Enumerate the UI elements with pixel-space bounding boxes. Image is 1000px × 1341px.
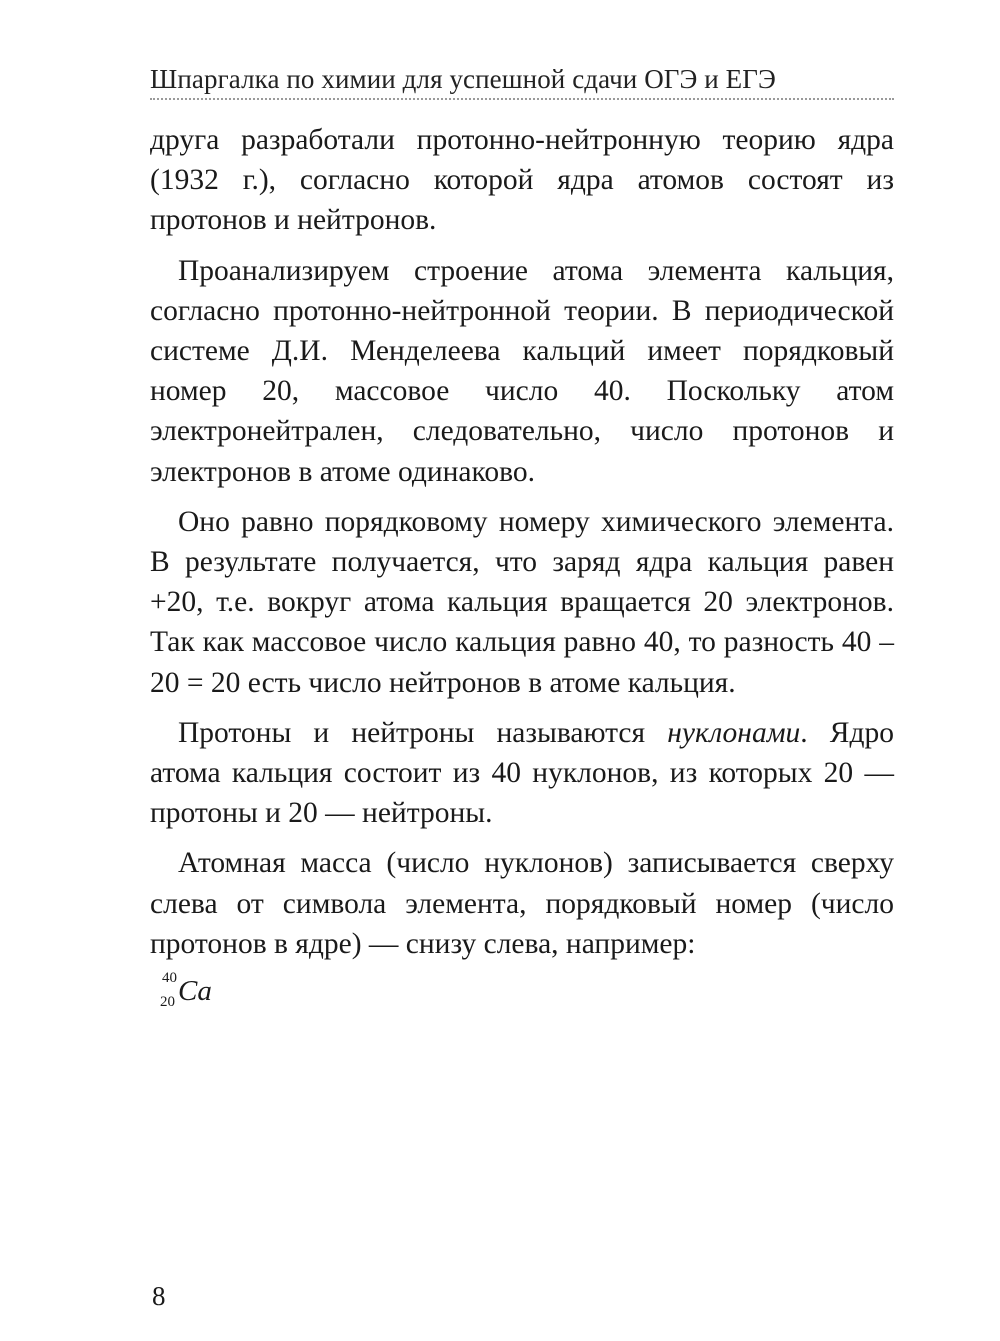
header-rule — [150, 98, 894, 100]
term-nucleons: нуклонами — [667, 716, 801, 749]
page-number: 8 — [152, 1281, 166, 1311]
paragraph-3: Оно равно порядковому номеру химического элемента. В результате получается, что заряд ядра кальция равен +20, т.е. вокруг атома кальция вращается 20 электронов. Так как массовое число кальция равно 40, то разность 40 – 20 = 20 есть число нейтронов в атоме кальция. — [150, 505, 894, 699]
element-symbol: Ca — [178, 975, 212, 1008]
page-body — [150, 120, 894, 1014]
paragraph-2: Проанализируем строение атома элемента кальция, согласно протонно-нейтронной теории. В периодической системе Д.И. Менделеева кальций имеет порядковый номер 20, массовое число 40. Поскольку атом электронейтрален, следовательно, число протонов и электронов в атоме одинаково. — [150, 254, 894, 488]
paragraph-4-end: . Ядро атома кальция состоит из 40 нуклонов, из которых 20 — протоны и 20 — нейтроны. — [150, 716, 894, 830]
paragraph-5: Атомная масса (число нуклонов) записывается сверху слева от символа элемента, порядковый номер (число протонов в ядре) — снизу слева, например: — [150, 847, 894, 960]
isotope-notation — [150, 970, 220, 1014]
paragraph-1: друга разработали протонно-нейтронную теорию ядра (1932 г.), согласно которой ядра атомов состоят из протонов и нейтронов. — [150, 124, 894, 237]
paragraph-4-start: Протоны и нейтроны называются — [178, 716, 668, 749]
atomic-number: 20 — [160, 994, 175, 1011]
running-header: Шпаргалка по химии для успешной сдачи ОГЭ и ЕГЭ — [150, 64, 776, 94]
mass-number: 40 — [162, 970, 177, 987]
paragraph-4 — [150, 713, 894, 834]
